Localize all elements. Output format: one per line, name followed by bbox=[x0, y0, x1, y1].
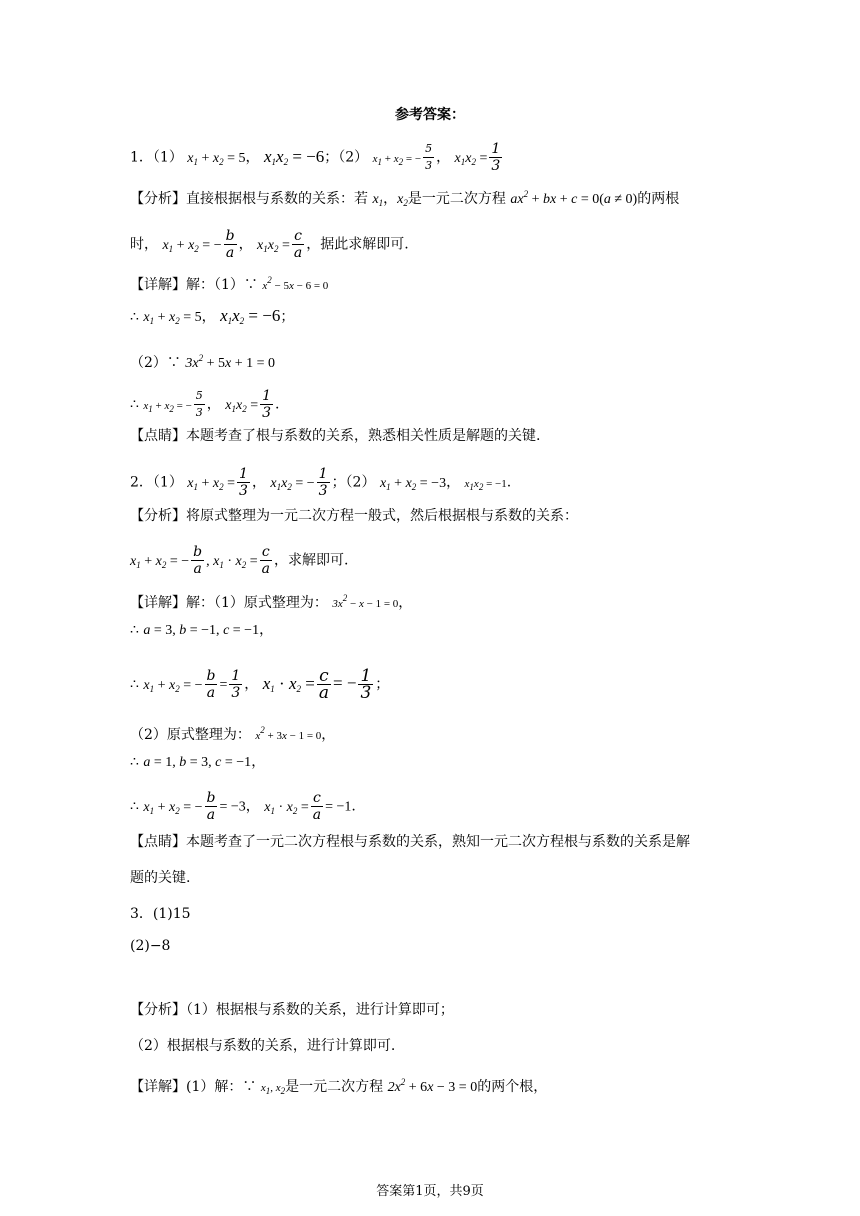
q2-detail-step5: ∴ $x_1 + x_2$ = − $\frac{b}{a}$ = −3， $x_1 \cdot x_2$ = $\frac{c}{a}$ = −1. bbox=[130, 790, 356, 823]
q3-analysis: 【分析】（1）根据根与系数的关系，进行计算即可； bbox=[130, 1002, 454, 1018]
q2-detail-step1: ∴ a = 3, b = −1, c = −1， bbox=[130, 622, 274, 638]
q3-answer1: 3．(1)15 bbox=[130, 906, 191, 922]
q1-detail-step2: （2）∵ $3x^2 + 5x + 1 = 0$ bbox=[130, 353, 276, 371]
q1-answer: 1．（1） $x_1 + x_2 = 5$， $x_1x_2 = -6$；（2） $x_1 + x_2$ = − $\frac{5}{3}$ ， $x_1x_2$ = $\frac{1}{3}$ bbox=[130, 141, 501, 174]
q2-answer: 2．（1） $x_1 + x_2$ = $\frac{1}{3}$ ， $x_1x_2$ = − $\frac{1}{3}$ ；（2） $x_1 + x_2 = -3$， $x_1x_2 = -1$. bbox=[130, 466, 512, 499]
q2-detail-step2: ∴ $x_1 + x_2$ = − $\frac{b}{a}$ = $\frac{1}{3}$ ， $x_1 \cdot x_2$ = $\frac{c}{a}$ = − $\frac{1}{3}$ ； bbox=[130, 666, 390, 703]
q1-analysis-cont: 时， $x_1 + x_2$ = − $\frac{b}{a}$ ， $x_1x_2$ = $\frac{c}{a}$ ，据此求解即可. bbox=[130, 228, 409, 261]
q2-detail: 【详解】解：（1）原式整理为： $3x^2 - x - 1 = 0$， bbox=[130, 593, 413, 611]
q2-detail-step3: （2）原式整理为： $x^2 + 3x - 1 = 0$， bbox=[130, 725, 336, 743]
q3-answer2: (2)−8 bbox=[130, 938, 171, 954]
q2-comment-cont: 题的关键. bbox=[130, 870, 191, 886]
q3-detail: 【详解】(1）解：∵ $x_1$, $x_2$是一元二次方程 $2x^2 + 6x - 3 = 0$的两个根， bbox=[130, 1077, 548, 1096]
page-footer: 答案第1页，共9页 bbox=[376, 1184, 484, 1199]
q2-analysis: 【分析】将原式整理为一元二次方程一般式，然后根据根与系数的关系： bbox=[130, 508, 578, 524]
q3-analysis-cont: （2）根据根与系数的关系，进行计算即可. bbox=[130, 1038, 396, 1054]
q1-detail-step1: ∴ $x_1 + x_2 = 5$， $x_1x_2 = -6$； bbox=[130, 306, 295, 326]
q2-analysis-formula: $x_1 + x_2$ = − $\frac{b}{a}$ , $x_1 \cdot x_2$ = $\frac{c}{a}$ ，求解即可. bbox=[130, 544, 349, 577]
q2-comment: 【点睛】本题考查了一元二次方程根与系数的关系，熟知一元二次方程根与系数的关系是解 bbox=[130, 834, 690, 850]
q1-analysis: 【分析】直接根据根与系数的关系：若 $x_1$，$x_2$是一元二次方程 $ax^2$ + bx + c = 0(a ≠ 0)的两根 bbox=[130, 189, 680, 208]
q1-detail: 【详解】解：（1）∵ $x^2 - 5x - 6 = 0$ bbox=[130, 275, 329, 293]
q2-detail-step4: ∴ a = 1, b = 3, c = −1， bbox=[130, 754, 266, 770]
q1-detail-step3: ∴ $x_1 + x_2$ = − $\frac{5}{3}$ ， $x_1x_2$ = $\frac{1}{3}$ . bbox=[130, 388, 280, 421]
q1-comment: 【点睛】本题考查了根与系数的关系，熟悉相关性质是解题的关键. bbox=[130, 428, 541, 444]
page-title: 参考答案： bbox=[395, 107, 465, 123]
